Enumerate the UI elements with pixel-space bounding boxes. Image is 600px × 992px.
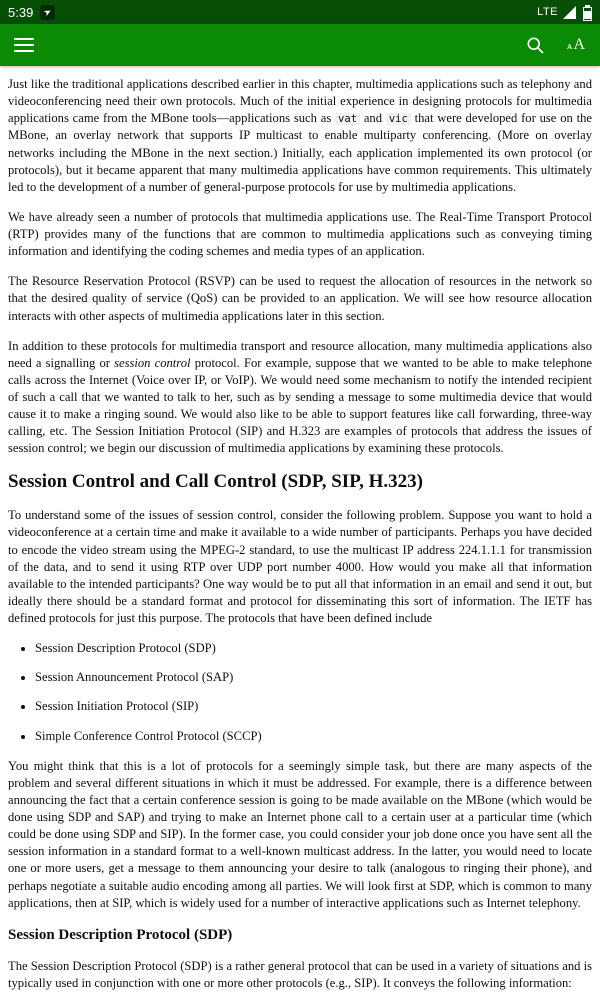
paragraph: The Resource Reservation Protocol (RSVP) can be used to request the allocation of resources in the network so that the desired quality of service (QoS) can be provided to an application. We will see how resource allocation interacts with other aspects of multimedia applications later in this section. — [8, 274, 592, 323]
book-content[interactable] — [0, 66, 600, 990]
hamburger-menu-icon[interactable] — [14, 34, 34, 56]
paragraph: We have already seen a number of protocols that multimedia applications use. The Real-Time Transport Protocol (RTP) provides many of the functions that are common to multimedia applications such as conveying timing information and identifying the coding schemes and media types of an application. — [8, 209, 592, 259]
subsection-heading: Session Description Protocol (SDP) — [8, 926, 233, 943]
list-item: • Session Announcement Protocol (SAP) — [35, 669, 592, 686]
paragraph: To understand some of the issues of session control, consider the following problem. Suppose you want to hold a videoconference at a certain time and make it available to a wide number of participants. Perhaps you have decided to encode the video stream using the MPEG-2 standard, to use the multicast IP address 224.1.1.1 for transmission of the data, and to send it using RTP over UDP port number 4000. How would you make all that information available to the intended participants? One way would be to put all that information in an email and send it out, but ideally there should be a standard format and protocol for disseminating this sort of information. The IETF has defined protocols for just this purpose. The protocols that have been defined include — [8, 508, 592, 626]
network-type-label: LTE — [537, 6, 558, 18]
status-time: 5:39 — [8, 4, 34, 20]
search-icon[interactable] — [525, 35, 545, 55]
list-item: • Session Initiation Protocol (SIP) — [35, 698, 592, 715]
status-bar — [0, 0, 600, 24]
paragraph: Just like the traditional applications described earlier in this chapter, multimedia applications such as telephony and videoconferencing need their own protocols. Much of the initial experience in designing protocols for multimedia applications came from the MBone tools—applications such as vat and vic that were developed for use on the MBone, an overlay network that supports IP multicast to enable multiparty conferencing. (More on overlay networks including the MBone in the next section.) Initially, each application implemented its own protocol (or protocols), but it became apparent that many multimedia applications have common requirements. This ultimately led to the development of a number of general-purpose protocols for use by multimedia applications. — [8, 77, 592, 194]
battery-icon — [583, 5, 592, 20]
paragraph: You might think that this is a lot of protocols for a seemingly simple task, but there are many aspects of the problem and several different situations in which it must be addressed. For example, there is a difference between announcing the fact that a certain conference session is going to be made available on the MBone (which would be done using SDP and SAP) and trying to make an Internet phone call to a certain user at a particular time (which could be done using SDP and SIP). In the former case, you could consider your job done once you have sent all the session information in a standard format to a well-known multicast address. In the latter, you would need to locate one or more users, get a message to them announcing your desire to talk (analogous to ringing their phone), and perhaps negotiate a suitable audio encoding among all parties. We will look first at SDP, which is common to many applications, then at SIP, which is widely used for a number of interactive applications such as Internet telephony. — [8, 758, 592, 910]
paragraph: In addition to these protocols for multimedia transport and resource allocation, many multimedia applications also need a signalling or session control protocol. For example, suppose that we wanted to be able to make telephone calls across the Internet (Voice over IP, or VoIP). We would need some mechanism to notify the intended recipient of such a call that we wanted to talk to her, such as by sending a message to some multimedia device that would cause it to make a ringing sound. We would also like to be able to support features like call forwarding, three-way calling, etc. The Session Initiation Protocol (SIP) and H.323 are examples of protocols that address the issues of session control; we begin our discussion of multimedia applications by examining these protocols. — [8, 338, 592, 456]
app-toolbar — [0, 24, 600, 66]
font-settings-icon[interactable]: ᴀA — [566, 36, 586, 53]
notification-app-icon: ➤ — [40, 5, 55, 20]
protocol-list — [8, 640, 592, 745]
section-heading: Session Control and Call Control (SDP, SIP, H.323) — [8, 470, 423, 492]
list-item: • Simple Conference Control Protocol (SCCP) — [35, 728, 592, 745]
paragraph: The Session Description Protocol (SDP) is a rather general protocol that can be used in a variety of situations and is typically used in conjunction with one or more other protocols (e.g., SIP). It conveys the following information: — [8, 958, 592, 990]
signal-strength-icon — [563, 6, 576, 19]
list-item: • Session Description Protocol (SDP) — [35, 640, 592, 657]
